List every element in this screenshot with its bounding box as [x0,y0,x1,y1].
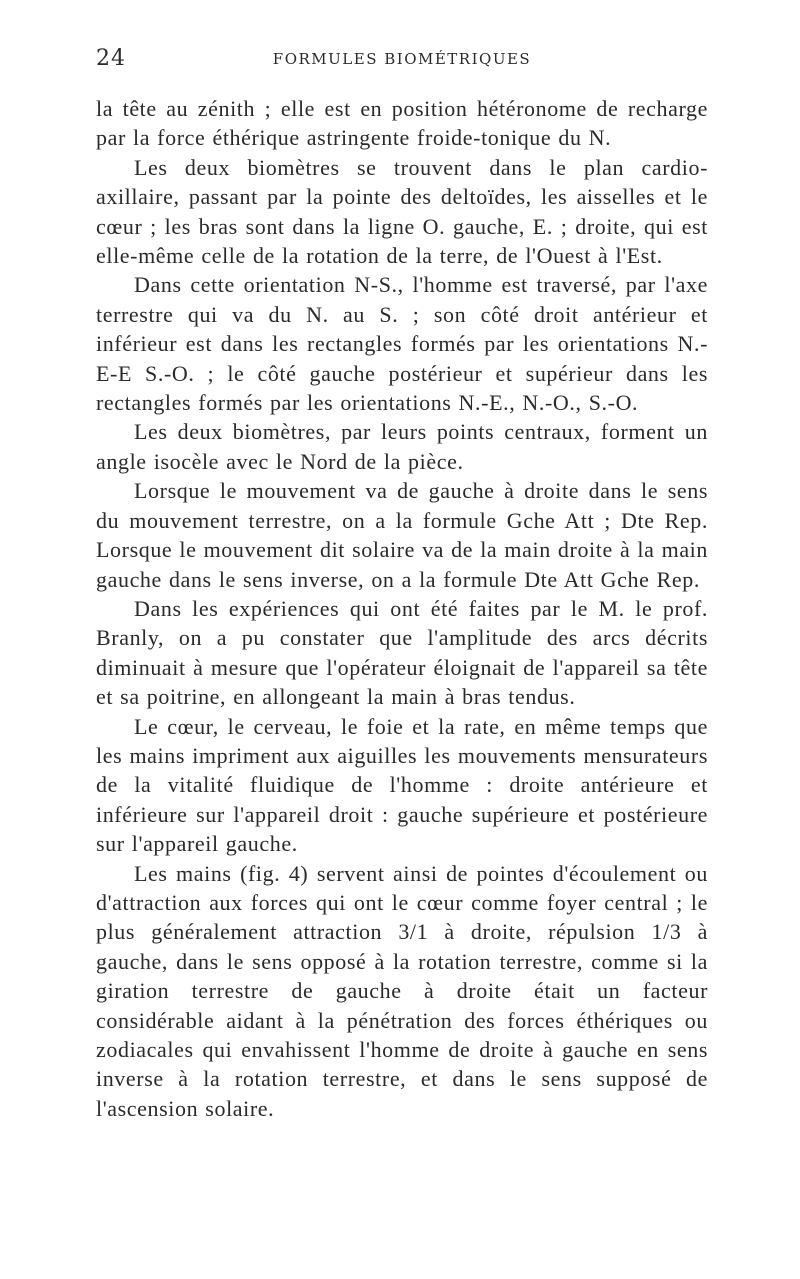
paragraph: Les deux biomètres, par leurs points centraux, forment un angle isocèle avec le Nord de la pièce. [96,419,708,474]
paragraph: Les mains (fig. 4) servent ainsi de pointes d'écoulement ou d'attraction aux forces qui ont le cœur comme foyer central ; le plus généralement attraction 3/1 à droite, répulsion 1/3 à gauche, dans le sens opposé à la rotation terrestre, comme si la giration terrestre de gauche à droite était un facteur considérable aidant à la pénétration des forces éthériques ou zodiacales qui envahissent l'homme de droite à gauche en sens inverse à la rotation terrestre, et dans le sens supposé de l'ascension solaire. [96,860,708,1121]
paragraph: Les deux biomètres se trouvent dans le plan cardio-axillaire, passant par la pointe des deltoïdes, les aisselles et le cœur ; les bras sont dans la ligne O. gauche, E. ; droite, qui est elle-même celle de la rotation de la terre, de l'Ouest à l'Est. [96,154,708,269]
body-text [96,94,708,1123]
paragraph: Dans les expériences qui ont été faites par le M. le prof. Branly, on a pu constater que l'amplitude des arcs décrits diminuait à mesure que l'opérateur éloignait de l'appareil sa tête et sa poitrine, en allongeant la main à bras tendus. [96,595,708,710]
running-title: FORMULES BIOMÉTRIQUES [272,50,532,68]
paragraph: Le cœur, le cerveau, le foie et la rate, en même temps que les mains impriment aux aiguilles les mouvements mensurateurs de la vitalité fluidique de l'homme : droite antérieure et inférieure sur l'appareil droit : gauche supérieure et postérieure sur l'appareil gauche. [96,713,708,857]
page-number: 24 [96,46,126,71]
paragraph: Dans cette orientation N-S., l'homme est traversé, par l'axe terrestre qui va du N. au S. ; son côté droit antérieur et inférieur est dans les rectangles formés par les orientations N.-E-E S.-O. ; le côté gauche postérieur et supérieur dans les rectangles formés par les orientations N.-E., N.-O., S.-O. [96,272,708,416]
paragraph: Lorsque le mouvement va de gauche à droite dans le sens du mouvement terrestre, on a la formule Gche Att ; Dte Rep. Lorsque le mouvement dit solaire va de la main droite à la main gauche dans le sens inverse, on a la formule Dte Att Gche Rep. [96,478,708,592]
paragraph: la tête au zénith ; elle est en position hétéronome de recharge par la force éthérique astringente froide-tonique du N. [96,96,708,151]
page-header [96,46,708,74]
